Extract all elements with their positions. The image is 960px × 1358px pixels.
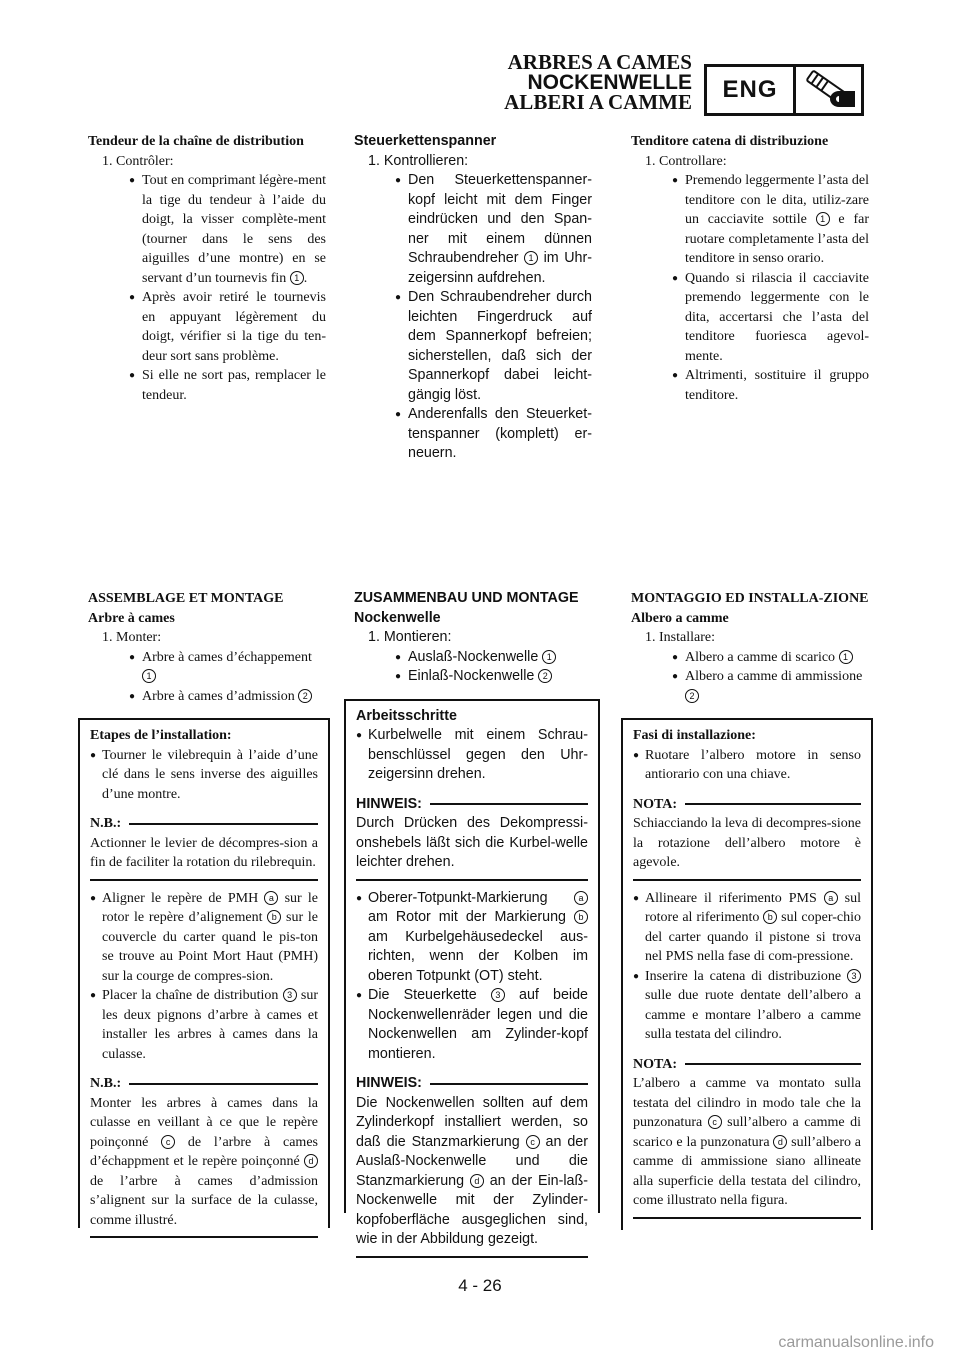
ref-marker: 1 xyxy=(816,212,830,226)
step-label: 1. Monter: xyxy=(102,630,162,645)
note-header: NOTA: xyxy=(633,1055,861,1075)
note-text: Die Nockenwellen sollten auf dem Zylinderkopf installiert werden, so daß die Stanzmarkierung c an der Auslaß-Nockenwelle und die Stanzmarkierung d an der Ein-laß-Nockenwelle mit der Zylinder-kopfoberfläche ausgeglichen sind, wie in der Abbildung gezeigt. xyxy=(356,1094,589,1247)
note-divider xyxy=(90,879,318,881)
bullet-item: ● Albero a camme di scarico 1 xyxy=(631,648,869,668)
note-header: HINWEIS: xyxy=(356,1074,588,1094)
note-divider xyxy=(356,879,588,881)
bullet-item: ● Après avoir retiré le tournevis en appuyant légèrement du doigt, vérifier si la tige du ten-deur sort sans problème. xyxy=(88,288,326,366)
ref-marker: 1 xyxy=(142,669,156,683)
box-title: Etapes de l’installation: xyxy=(90,728,232,743)
tools-icon xyxy=(796,67,861,113)
ref-marker: c xyxy=(161,1135,175,1149)
note-header: N.B.: xyxy=(90,814,318,834)
bullet-item: ● Auslaß-Nockenwelle 1 xyxy=(354,648,592,668)
title-fr: ARBRES A CAMES xyxy=(507,50,692,74)
note-text: L’albero a camme va montato sulla testata del cilindro in modo tale che la punzonatura c sull’albero a camme di scarico e la punzonatura d sull’albero a camme di ammissione siano allineate alla superficie della testata del cilindro, come illustrato nella figura. xyxy=(633,1076,861,1208)
bullet-item: ● Anderenfalls den Steuerket-tenspanner (komplett) er-neuern. xyxy=(354,405,592,464)
ref-marker: 3 xyxy=(283,988,297,1002)
note-divider xyxy=(633,1217,861,1219)
ref-marker: 1 xyxy=(542,650,556,664)
section-subheading: Arbre à cames xyxy=(88,610,175,626)
it-tensioner-section xyxy=(631,132,869,405)
step-label: 1. Kontrollieren: xyxy=(368,152,469,169)
box-title: Fasi di installazione: xyxy=(633,728,756,743)
bullet-item: ● Altrimenti, sostituire il gruppo tenditore. xyxy=(631,366,869,405)
ref-marker: 3 xyxy=(847,969,861,983)
note-divider xyxy=(356,1256,588,1258)
step-label: 1. Montieren: xyxy=(368,629,452,645)
bullet-item: ● Den Steuerkettenspanner-kopf leicht mit dem Finger eindrücken und den Span-ner mit einem dünnen Schraubendreher 1 im Uhr-zeigersinn aufdrehen. xyxy=(354,171,592,288)
note-divider xyxy=(90,1236,318,1238)
ref-marker: 1 xyxy=(839,650,853,664)
bullet-item: ● Oberer-Totpunkt-Markierung a am Rotor mit der Markierung b am Kurbelgehäusedeckel aus-richten, wenn der Kolben im oberen Totpunkt (OT) steht. xyxy=(356,889,588,987)
ref-marker: 3 xyxy=(491,988,505,1002)
bullet-item: ● Allineare il riferimento PMS a sul rotore al riferimento b sul coper-chio del carter quando il pistone si trova nel PMS nella fase di com-pressione. xyxy=(633,889,861,967)
de-assembly-section xyxy=(354,589,592,1247)
ref-marker: d xyxy=(304,1154,318,1168)
section-heading: MONTAGGIO ED INSTALLA-ZIONE xyxy=(631,591,869,606)
ref-marker: c xyxy=(708,1115,722,1129)
bullet-item: ● Aligner le repère de PMH a sur le rotor le repère d’alignement b sur le couvercle du carter quand le pis-ton se trouve au Point Mort Haut (PMH) sur la courge de compres-sion. xyxy=(90,889,318,987)
bullet-item: ● Premendo leggermente l’asta del tenditore con le dita, utiliz-zare un cacciavite sottile 1 e far ruotare completamente l’asta del tenditore in senso orario. xyxy=(631,171,869,269)
note-divider xyxy=(633,879,861,881)
section-heading: ASSEMBLAGE ET MONTAGE xyxy=(88,591,284,606)
page-number: 4 - 26 xyxy=(458,1276,502,1295)
ref-marker: b xyxy=(763,910,777,924)
bullet-item: ● Die Steuerkette 3 auf beide Nockenwellenräder legen und die Nockenwellen am Zylinder-kopf montieren. xyxy=(356,986,588,1064)
note-header: NOTA: xyxy=(633,795,861,815)
it-assembly-section xyxy=(631,589,869,1230)
bullet-item: ● Tout en comprimant légère-ment la tige du tendeur à l’aide du doigt, la visser complète-ment (tourner dans le sens des aiguilles d’une montre) en se servant d’un tournevis fin 1 . xyxy=(88,171,326,288)
step-label: 1. Controllare: xyxy=(645,153,727,169)
note-text: Schiacciando la leva di decompres-sione la rotazione dell’albero motore è agevole. xyxy=(633,816,861,870)
ref-marker: a xyxy=(574,891,588,905)
bullet-item: ● Kurbelwelle mit einem Schrau-benschlüssel gegen den Uhr-zeigersinn drehen. xyxy=(356,726,588,785)
ref-marker: d xyxy=(470,1174,484,1188)
bullet-item: ● Einlaß-Nockenwelle 2 xyxy=(354,667,592,687)
section-subheading: Albero a camme xyxy=(631,610,729,626)
ref-marker: 2 xyxy=(298,689,312,703)
de-tensioner-section xyxy=(354,132,592,464)
ref-marker: a xyxy=(824,891,838,905)
install-steps-box xyxy=(621,718,873,1230)
note-text: Monter les arbres à cames dans la culasse en veillant à ce que le repère poinçonné c de l’arbre à cames d’échappment et le repère poinçonné d de l’arbre à cames d’admission s’alignent sur la surface de la culasse, comme illustré. xyxy=(90,1095,318,1228)
step-label: 1. Installare: xyxy=(645,630,715,645)
install-steps-box xyxy=(78,718,330,1228)
ref-marker: 1 xyxy=(290,271,304,285)
bullet-item: ● Ruotare l’albero motore in senso antiorario con una chiave. xyxy=(633,746,861,785)
bullet-item: ● Quando si rilascia il cacciavite premendo leggermente con le dita, accertarsi che l’asta del tenditore fuoriesca agevol-mente. xyxy=(631,269,869,367)
ref-marker: d xyxy=(773,1135,787,1149)
note-text: Durch Drücken des Dekompressi-onshebels läßt sich die Kurbel-welle leichter drehen. xyxy=(356,815,588,870)
title-it: ALBERI A CAMME xyxy=(504,90,692,114)
note-header: N.B.: xyxy=(90,1074,318,1094)
bullet-item: ● Si elle ne sort pas, remplacer le tendeur. xyxy=(88,366,326,405)
bullet-item: ● Arbre à cames d’admission 2 xyxy=(88,687,326,707)
box-title: Arbeitsschritte xyxy=(356,707,457,724)
bullet-item: ● Tourner le vilebrequin à l’aide d’une clé dans le sens inverse des aiguilles d’une montre. xyxy=(90,746,318,805)
note-header: HINWEIS: xyxy=(356,795,588,815)
section-heading: Tenditore catena di distribuzione xyxy=(631,134,829,149)
ref-marker: 1 xyxy=(524,251,538,265)
bullet-item: ● Den Schraubendreher durch leichten Fingerdruck auf dem Spannerkopf befreien; sicherstellen, daß sich der Spannerkopf dabei leicht-gängig löst. xyxy=(354,288,592,405)
fr-tensioner-section xyxy=(88,132,326,405)
bullet-item: ● Albero a camme di ammissione 2 xyxy=(631,667,869,706)
title-de: NOCKENWELLE xyxy=(527,71,692,94)
bullet-item: ● Inserire la catena di distribuzione 3 sulle due ruote dentate dell’albero a camme e montare l’albero a camme sulla testata del cilindro. xyxy=(633,967,861,1045)
watermark: carmanualsonline.info xyxy=(778,1334,934,1351)
ref-marker: a xyxy=(264,891,278,905)
bullet-item: ● Placer la chaîne de distribution 3 sur les deux pignons d’arbre à cames et installer les arbres à cames dans la culasse. xyxy=(90,986,318,1064)
ref-marker: b xyxy=(267,910,281,924)
section-heading: Tendeur de la chaîne de distribution xyxy=(88,134,304,149)
badge-label: ENG xyxy=(707,67,796,113)
ref-marker: 2 xyxy=(538,669,552,683)
step-label: 1. Contrôler: xyxy=(102,153,174,169)
eng-badge xyxy=(704,64,864,116)
section-heading: Steuerkettenspanner xyxy=(354,133,497,149)
ref-marker: b xyxy=(574,910,588,924)
section-subheading: Nockenwelle xyxy=(354,609,441,626)
fr-assembly-section xyxy=(88,589,326,1228)
section-heading: ZUSAMMENBAU UND MONTAGE xyxy=(354,590,579,606)
ref-marker: c xyxy=(526,1135,540,1149)
install-steps-box xyxy=(344,699,600,1247)
ref-marker: 2 xyxy=(685,689,699,703)
bullet-item: ● Arbre à cames d’échappement 1 xyxy=(88,648,326,687)
note-text: Actionner le levier de décompres-sion a fin de faciliter la rotation du rilebrequin. xyxy=(90,835,318,870)
